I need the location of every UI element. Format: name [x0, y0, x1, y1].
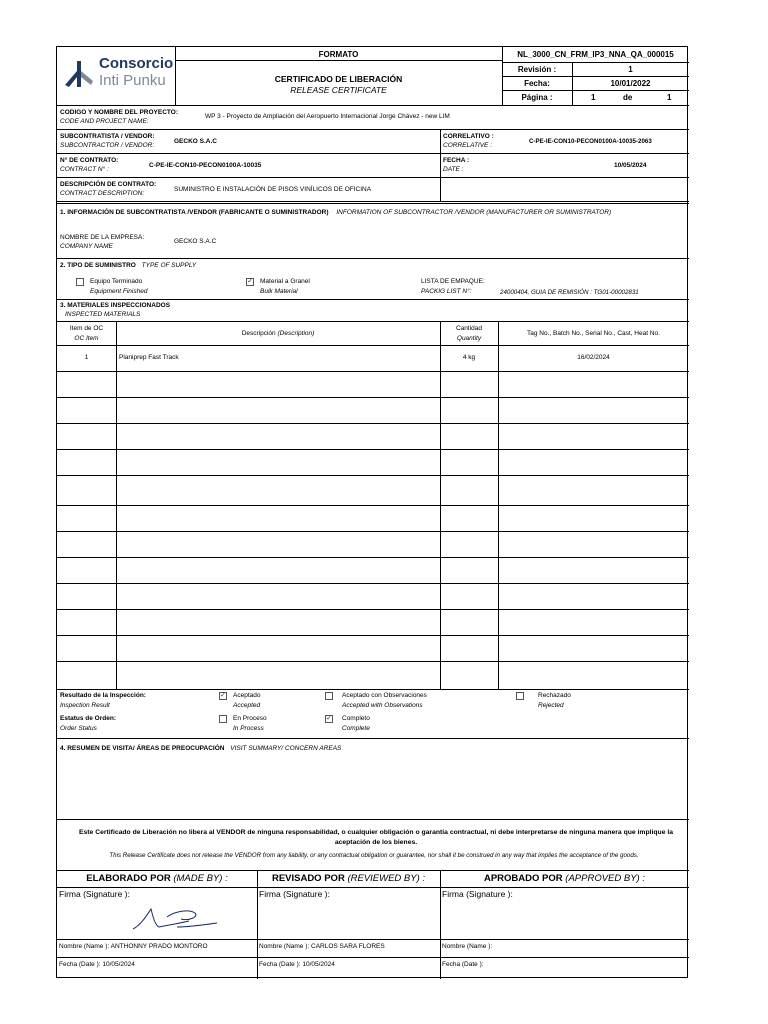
section3-title: 3. MATERIALES INSPECCIONADOS — [60, 302, 171, 309]
col-header-item-en: OC Item — [74, 335, 99, 342]
company-value: GECKO S.A.C — [174, 238, 217, 245]
rejected-label: Rechazado — [538, 692, 571, 699]
signature-label-2: Firma (Signature ): — [259, 889, 330, 899]
subcontractor-label: SUBCONTRATISTA / VENDOR: — [60, 133, 155, 140]
col-header-quantity-en: Quantity — [456, 335, 482, 342]
section2-heading — [60, 262, 196, 269]
equipment-finished-label: Equipo Terminado — [90, 278, 143, 285]
col-header-desc-en: (Description) — [277, 330, 315, 337]
page-total: 1 — [667, 93, 672, 102]
bulk-material-label-en: Bulk Material — [260, 288, 298, 295]
date-label-en: DATE : — [443, 166, 464, 173]
packing-list-value: 24000404, GUIA DE REMISIÓN : TG01-00002831 — [500, 289, 639, 296]
accepted-obs-label: Aceptado con Observaciones — [342, 692, 427, 699]
section1-title: 1. INFORMACIÓN DE SUBCONTRATISTA /VENDOR (FABRICANTE O SUMINISTRADOR) — [60, 209, 329, 216]
disclaimer-en: This Release Certificate does not release the VENDOR from any liability, or any contractual obligation or guarantee, nor shall it be construed in any way that implies the acceptance of the goods. — [109, 852, 639, 859]
section1-heading — [60, 209, 611, 216]
date-value: 10/05/2024 — [614, 162, 647, 169]
subcontractor-label-en: SUBCONTRACTOR / VENDOR: — [60, 142, 155, 149]
name-made-by: Nombre (Name ): ANTHONNY PRADO MONTORO — [59, 943, 208, 950]
accepted-obs-label-en: Accepted with Observations — [342, 702, 423, 709]
revision-label: Revisión : — [517, 65, 557, 74]
inspection-result-label-en: Inspection Result — [60, 702, 110, 709]
contract-label: N° DE CONTRATO: — [60, 157, 119, 164]
doc-code: NL_3000_CN_FRM_IP3_NNA_QA_000015 — [517, 50, 674, 59]
page-label: Página : — [521, 93, 553, 102]
handwritten-signature — [129, 903, 221, 933]
row1-tag: 16/02/2024 — [577, 354, 610, 361]
packing-list-label: LISTA DE EMPAQUE: — [421, 278, 485, 285]
accepted-label-en: Accepted — [233, 702, 261, 709]
correlative-label: CORRELATIVO : — [443, 133, 494, 140]
form-type-label: FORMATO — [318, 50, 359, 59]
packing-list-label-en: PACKIG LIST N°: — [421, 288, 472, 295]
bulk-material-checkbox[interactable]: ✓ — [247, 278, 253, 285]
page-number: 1 — [591, 93, 596, 102]
col-header-desc-es: Descripción — [241, 330, 276, 337]
contract-label-en: CONTRACT N° : — [60, 166, 109, 173]
name-approved-by: Nombre (Name ): — [442, 943, 493, 950]
version-date-label: Fecha: — [524, 79, 550, 88]
project-label: CODIGO Y NOMBRE DEL PROYECTO: — [60, 109, 178, 116]
in-process-label-en: In Process — [233, 725, 264, 732]
accepted-checkbox[interactable]: ✓ — [220, 692, 226, 699]
in-process-checkbox[interactable] — [219, 715, 227, 723]
approved-by-label: APROBADO POR — [483, 873, 563, 884]
bulk-material-label: Material a Granel — [260, 278, 310, 285]
date-reviewed-by: Fecha (Date ): 10/05/2024 — [259, 961, 335, 968]
contract-value: C-PE-IE-CON10-PECON0100A-10035 — [149, 162, 262, 169]
disclaimer-es: Este Certificado de Liberación no libera al VENDOR de ninguna responsabilidad, o cualquier obligación o garantía contractual, ni debe interpretarse de ninguna manera que implique la aceptación de los bienes. — [78, 829, 674, 846]
approved-by-label-en: (APPROVED BY) : — [565, 873, 645, 884]
logo-line2: Inti Punku — [99, 72, 166, 89]
order-status-label-en: Order Status — [60, 725, 97, 732]
row1-description: Planiprep Fast Track — [119, 354, 179, 361]
row1-item: 1 — [84, 354, 89, 361]
form-title: CERTIFICADO DE LIBERACIÓN — [274, 74, 403, 84]
date-approved-by: Fecha (Date ): — [442, 961, 484, 968]
col-header-tag: Tag No., Batch No., Serial No., Cast, Heat No. — [527, 330, 660, 337]
in-process-label: En Proceso — [233, 715, 267, 722]
description-label: DESCRIPCIÓN DE CONTRATO: — [60, 181, 157, 188]
version-date-value: 10/01/2022 — [610, 79, 651, 88]
rejected-label-en: Rejected — [538, 702, 564, 709]
col-header-description — [116, 330, 440, 337]
section3-title-en: INSPECTED MATERIALS — [65, 311, 141, 318]
correlative-value: C-PE-IE-CON10-PECON0100A-10035-2063 — [529, 138, 652, 145]
release-certificate-form — [56, 46, 688, 978]
inspection-result-label: Resultado de la Inspección: — [60, 692, 146, 699]
revision-value: 1 — [628, 65, 633, 74]
made-by-heading — [57, 873, 257, 884]
approved-by-heading — [440, 873, 689, 884]
col-header-item: Item de OC — [69, 325, 104, 332]
order-status-label: Estatus de Orden: — [60, 715, 116, 722]
complete-label: Completo — [342, 715, 370, 722]
signature-label-3: Firma (Signature ): — [442, 889, 513, 899]
project-value: WP 3 - Proyecto de Ampliación del Aeropuerto Internacional Jorge Chávez - new LIM — [205, 113, 450, 120]
company-logo — [59, 49, 175, 103]
made-by-label: ELABORADO POR — [86, 873, 171, 884]
section2-title-en: TYPE OF SUPPLY — [141, 262, 197, 269]
description-value: SUMINISTRO E INSTALACIÓN DE PISOS VINÍLICOS DE OFICINA — [174, 186, 372, 193]
correlative-label-en: CORRELATIVE : — [443, 142, 493, 149]
reviewed-by-heading — [257, 873, 440, 884]
date-label: FECHA : — [443, 157, 470, 164]
row1-quantity: 4 kg — [462, 354, 476, 361]
signature-label-1: Firma (Signature ): — [59, 889, 130, 899]
page-of-label: de — [623, 93, 633, 102]
company-label: NOMBRE DE LA EMPRESA: — [60, 234, 145, 241]
section4-title-en: VISIT SUMMARY/ CONCERN AREAS — [230, 745, 342, 752]
consorcio-logo-icon — [63, 59, 95, 89]
section2-title: 2. TIPO DE SUMINISTRO — [60, 262, 136, 269]
description-label-en: CONTRACT DESCRIPTION: — [60, 190, 145, 197]
complete-label-en: Complete — [342, 725, 370, 732]
rejected-checkbox[interactable] — [516, 692, 524, 700]
accepted-label: Aceptado — [233, 692, 261, 699]
equipment-finished-label-en: Equipment Finished — [90, 288, 148, 295]
company-label-en: COMPANY NAME — [60, 243, 113, 250]
reviewed-by-label-en: (REVIEWED BY) : — [347, 873, 426, 884]
reviewed-by-label: REVISADO POR — [271, 873, 345, 884]
subcontractor-value: GECKO S.A.C — [174, 138, 217, 145]
complete-checkbox[interactable]: ✓ — [326, 715, 332, 722]
equipment-finished-checkbox[interactable] — [76, 278, 84, 286]
form-title-en: RELEASE CERTIFICATE — [290, 85, 387, 95]
col-header-quantity: Cantidad — [455, 325, 483, 332]
date-made-by: Fecha (Date ): 10/05/2024 — [59, 961, 135, 968]
section4-title: 4. RESUMEN DE VISITA/ ÁREAS DE PREOCUPACIÓN — [60, 745, 225, 752]
section4-heading — [60, 745, 341, 752]
project-label-en: CODE AND PROJECT NAME: — [60, 118, 149, 125]
name-reviewed-by: Nombre (Name ): CARLOS SARA FLORES — [259, 943, 385, 950]
made-by-label-en: (MADE BY) : — [173, 873, 228, 884]
logo-line1: Consorcio — [99, 55, 174, 72]
section1-title-en: INFORMATION OF SUBCONTRACTOR /VENDOR (MANUFACTURER OR SUMINISTRATOR) — [336, 209, 612, 216]
accepted-obs-checkbox[interactable] — [325, 692, 333, 700]
